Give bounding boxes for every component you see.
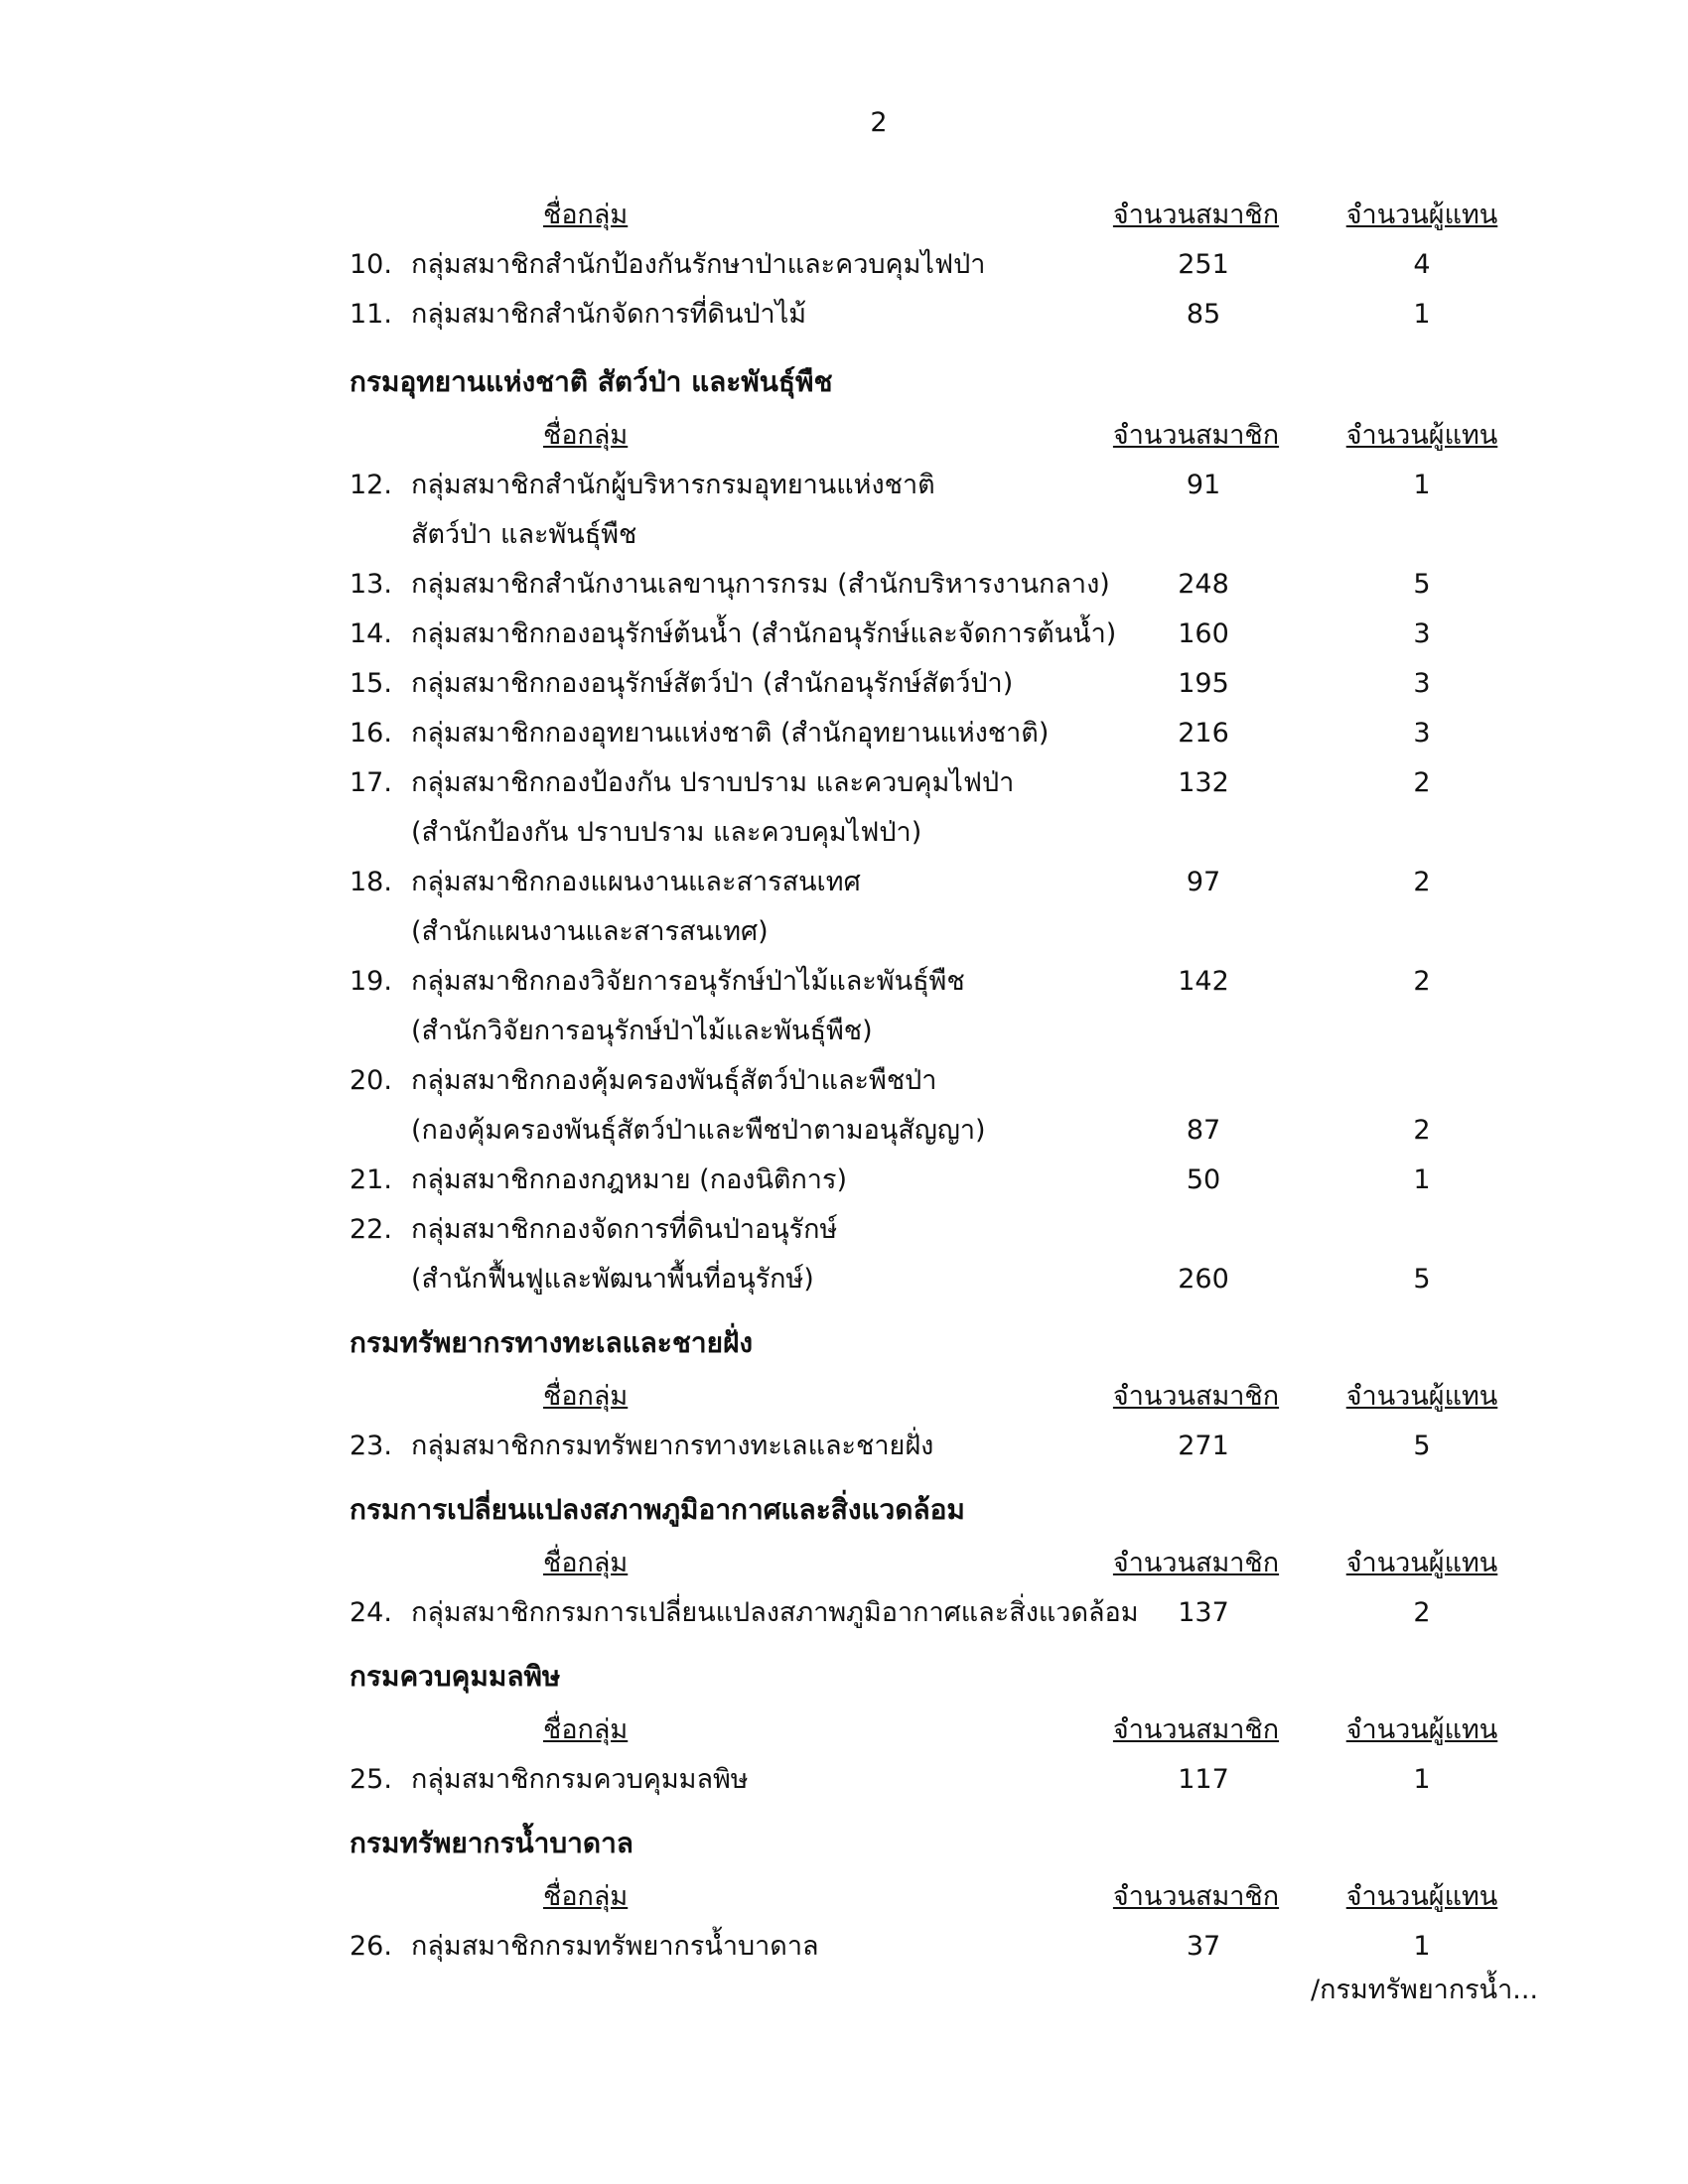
table-row — [350, 1056, 1521, 1106]
table-row — [350, 1205, 1521, 1255]
column-header-name: ชื่อกลุ่ม — [543, 1714, 629, 1745]
row-number: 24. — [350, 1597, 392, 1628]
representative-count: 3 — [1413, 718, 1431, 749]
member-count: 85 — [1186, 299, 1221, 330]
representative-count: 1 — [1413, 1164, 1431, 1195]
group-name-line2: (สำนักฟื้นฟูและพัฒนาพื้นที่อนุรักษ์) — [411, 1264, 814, 1295]
representative-count: 4 — [1413, 249, 1431, 280]
member-count: 142 — [1178, 966, 1229, 997]
group-name: กลุ่มสมาชิกกรมการเปลี่ยนแปลงสภาพภูมิอากาศและสิ่งแวดล้อม — [411, 1597, 1139, 1628]
member-count: 37 — [1186, 1931, 1221, 1962]
row-number: 17. — [350, 767, 392, 798]
group-name-line2: (กองคุ้มครองพันธุ์สัตว์ป่าและพืชป่าตามอนุสัญญา) — [411, 1115, 986, 1146]
continuation-note: /กรมทรัพยากรน้ำ... — [1311, 1975, 1539, 2005]
column-header-row — [350, 411, 1521, 461]
representative-count: 1 — [1413, 1764, 1431, 1795]
group-name: กลุ่มสมาชิกสำนักจัดการที่ดินป่าไม้ — [411, 299, 807, 330]
table-row — [350, 758, 1521, 808]
row-number: 21. — [350, 1164, 392, 1195]
column-header-row — [350, 191, 1521, 240]
member-count: 91 — [1186, 470, 1221, 500]
column-header-row — [350, 1539, 1521, 1588]
group-name: กลุ่มสมาชิกกองจัดการที่ดินป่าอนุรักษ์ — [411, 1214, 838, 1245]
representative-count: 2 — [1413, 1115, 1431, 1146]
group-name-line2: (สำนักวิจัยการอนุรักษ์ป่าไม้และพันธุ์พืช) — [411, 1016, 873, 1046]
table-row — [350, 659, 1521, 709]
table-row-continuation — [350, 1007, 1521, 1056]
group-name-line2: (สำนักป้องกัน ปราบปราม และควบคุมไฟป่า) — [411, 817, 922, 848]
group-name: กลุ่มสมาชิกกองป้องกัน ปราบปราม และควบคุมไฟป่า — [411, 767, 1015, 798]
column-header-name: ชื่อกลุ่ม — [543, 200, 629, 230]
section-title: กรมทรัพยากรน้ำบาดาล — [350, 1827, 633, 1859]
row-number: 25. — [350, 1764, 392, 1795]
group-name: กลุ่มสมาชิกสำนักงานเลขานุการกรม (สำนักบริหารงานกลาง) — [411, 569, 1110, 600]
group-name: กลุ่มสมาชิกกรมทรัพยากรทางทะเลและชายฝั่ง — [411, 1431, 934, 1461]
member-count: 271 — [1178, 1431, 1229, 1461]
member-count: 251 — [1178, 249, 1229, 280]
column-header-name: ชื่อกลุ่ม — [543, 1881, 629, 1912]
representative-count: 2 — [1413, 966, 1431, 997]
table-row — [350, 709, 1521, 758]
column-header-members: จำนวนสมาชิก — [1112, 1881, 1280, 1912]
section-title: กรมควบคุมมลพิษ — [350, 1660, 561, 1693]
group-name: กลุ่มสมาชิกกองคุ้มครองพันธุ์สัตว์ป่าและพืชป่า — [411, 1065, 937, 1096]
column-header-members: จำนวนสมาชิก — [1112, 1548, 1280, 1578]
table-row-continuation — [350, 808, 1521, 858]
column-header-members: จำนวนสมาชิก — [1112, 1381, 1280, 1412]
table-row — [350, 957, 1521, 1007]
column-header-members: จำนวนสมาชิก — [1112, 200, 1280, 230]
column-header-row — [350, 1706, 1521, 1755]
row-number: 22. — [350, 1214, 392, 1245]
group-name: กลุ่มสมาชิกกองวิจัยการอนุรักษ์ป่าไม้และพันธุ์พืช — [411, 966, 965, 997]
group-name: กลุ่มสมาชิกกองแผนงานและสารสนเทศ — [411, 867, 861, 897]
representative-count: 2 — [1413, 767, 1431, 798]
member-count: 260 — [1178, 1264, 1229, 1295]
table-row — [350, 240, 1521, 290]
representative-count: 3 — [1413, 618, 1431, 649]
row-number: 12. — [350, 470, 392, 500]
row-number: 15. — [350, 668, 392, 699]
table-row — [350, 1922, 1521, 1972]
representative-count: 1 — [1413, 299, 1431, 330]
member-count: 50 — [1186, 1164, 1221, 1195]
group-name: กลุ่มสมาชิกกรมควบคุมมลพิษ — [411, 1764, 749, 1795]
column-header-representatives: จำนวนผู้แทน — [1345, 1881, 1498, 1912]
row-number: 23. — [350, 1431, 392, 1461]
representative-count: 1 — [1413, 1931, 1431, 1962]
column-header-members: จำนวนสมาชิก — [1112, 1714, 1280, 1745]
group-name: กลุ่มสมาชิกกรมทรัพยากรน้ำบาดาล — [411, 1931, 819, 1962]
column-header-row — [350, 1872, 1521, 1922]
representative-count: 5 — [1413, 1264, 1431, 1295]
table-row — [350, 1755, 1521, 1805]
table-row — [350, 1422, 1521, 1471]
column-header-row — [350, 1372, 1521, 1422]
row-number: 18. — [350, 867, 392, 897]
table-row-continuation — [350, 1106, 1521, 1156]
member-count: 195 — [1178, 668, 1229, 699]
column-header-name: ชื่อกลุ่ม — [543, 1548, 629, 1578]
row-number: 11. — [350, 299, 392, 330]
group-name: กลุ่มสมาชิกสำนักป้องกันรักษาป่าและควบคุมไฟป่า — [411, 249, 986, 280]
representative-count: 3 — [1413, 668, 1431, 699]
table-row-continuation — [350, 1255, 1521, 1304]
representative-count: 2 — [1413, 1597, 1431, 1628]
table-row — [350, 560, 1521, 610]
member-count: 216 — [1178, 718, 1229, 749]
member-count: 117 — [1178, 1764, 1229, 1795]
table-row — [350, 610, 1521, 659]
member-count: 97 — [1186, 867, 1221, 897]
table-row — [350, 1588, 1521, 1638]
group-name: กลุ่มสมาชิกกองอนุรักษ์สัตว์ป่า (สำนักอนุรักษ์สัตว์ป่า) — [411, 668, 1014, 699]
section-title: กรมการเปลี่ยนแปลงสภาพภูมิอากาศและสิ่งแวดล้อม — [350, 1493, 965, 1526]
column-header-name: ชื่อกลุ่ม — [543, 420, 629, 451]
representative-count: 2 — [1413, 867, 1431, 897]
group-name: กลุ่มสมาชิกกองกฎหมาย (กองนิติการ) — [411, 1164, 848, 1195]
table-row — [350, 290, 1521, 340]
member-count: 160 — [1178, 618, 1229, 649]
row-number: 13. — [350, 569, 392, 600]
member-table — [350, 191, 1521, 1972]
member-count: 248 — [1178, 569, 1229, 600]
table-row — [350, 858, 1521, 907]
group-name: กลุ่มสมาชิกกองอุทยานแห่งชาติ (สำนักอุทยานแห่งชาติ) — [411, 718, 1050, 749]
table-row — [350, 1156, 1521, 1205]
representative-count: 1 — [1413, 470, 1431, 500]
column-header-representatives: จำนวนผู้แทน — [1345, 420, 1498, 451]
section-title: กรมอุทยานแห่งชาติ สัตว์ป่า และพันธุ์พืช — [350, 365, 833, 398]
group-name: กลุ่มสมาชิกกองอนุรักษ์ต้นน้ำ (สำนักอนุรักษ์และจัดการต้นน้ำ) — [411, 618, 1117, 649]
member-count: 132 — [1178, 767, 1229, 798]
table-row-continuation — [350, 907, 1521, 957]
table-row-continuation — [350, 510, 1521, 560]
column-header-representatives: จำนวนผู้แทน — [1345, 1381, 1498, 1412]
row-number: 14. — [350, 618, 392, 649]
column-header-name: ชื่อกลุ่ม — [543, 1381, 629, 1412]
row-number: 10. — [350, 249, 392, 280]
representative-count: 5 — [1413, 1431, 1431, 1461]
section-title: กรมทรัพยากรทางทะเลและชายฝั่ง — [350, 1326, 754, 1359]
column-header-members: จำนวนสมาชิก — [1112, 420, 1280, 451]
representative-count: 5 — [1413, 569, 1431, 600]
column-header-representatives: จำนวนผู้แทน — [1345, 1548, 1498, 1578]
member-count: 87 — [1186, 1115, 1221, 1146]
row-number: 19. — [350, 966, 392, 997]
table-row — [350, 461, 1521, 510]
column-header-representatives: จำนวนผู้แทน — [1345, 200, 1498, 230]
row-number: 26. — [350, 1931, 392, 1962]
row-number: 20. — [350, 1065, 392, 1096]
group-name-line2: (สำนักแผนงานและสารสนเทศ) — [411, 916, 769, 947]
column-header-representatives: จำนวนผู้แทน — [1345, 1714, 1498, 1745]
page-number: 2 — [870, 107, 888, 138]
row-number: 16. — [350, 718, 392, 749]
group-name: กลุ่มสมาชิกสำนักผู้บริหารกรมอุทยานแห่งชาติ — [411, 470, 935, 500]
group-name-line2: สัตว์ป่า และพันธุ์พืช — [411, 519, 637, 550]
member-count: 137 — [1178, 1597, 1229, 1628]
